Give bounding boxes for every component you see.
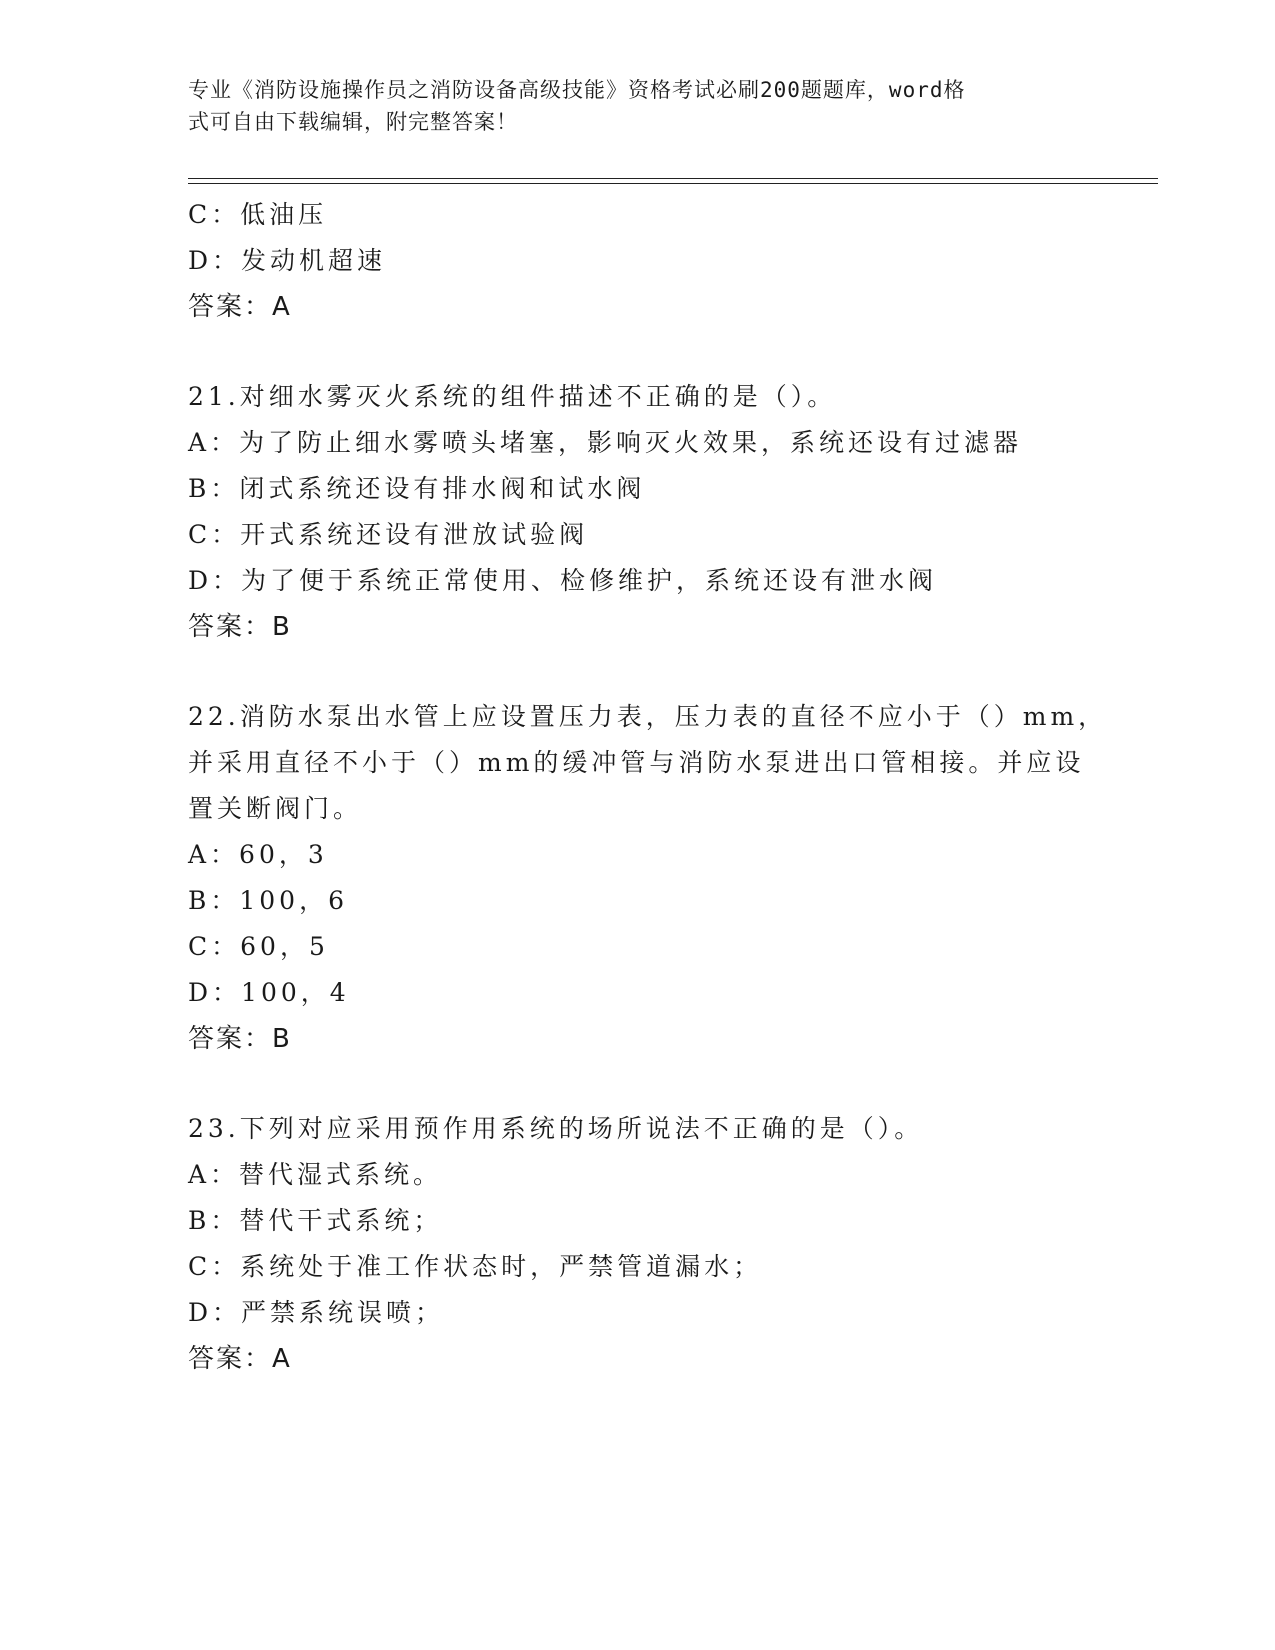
header-line-2: 式可自由下载编辑，附完整答案！: [188, 110, 518, 134]
option-c: C：60，5: [188, 932, 329, 961]
answer-label: 答案：B: [188, 612, 292, 642]
question-stem: 置关断阀门。: [188, 794, 363, 823]
option-b: B：闭式系统还设有排水阀和试水阀: [188, 474, 646, 503]
header-divider-bottom: [188, 183, 1158, 184]
option-c: C：低油压: [188, 200, 328, 229]
prev-question-block: [188, 192, 1088, 330]
answer-label: 答案：A: [188, 1344, 292, 1374]
option-d: D：严禁系统误喷；: [188, 1298, 445, 1327]
answer-label: 答案：A: [188, 292, 292, 322]
option-c: C：开式系统还设有泄放试验阀: [188, 520, 589, 549]
page-header: [188, 74, 1068, 138]
answer-label: 答案：B: [188, 1024, 292, 1054]
question-stem: 22.消防水泵出水管上应设置压力表，压力表的直径不应小于（）mm，: [188, 702, 1108, 731]
option-d: D：100，4: [188, 978, 350, 1007]
question-23: [188, 1106, 1088, 1382]
option-a: A：60，3: [188, 840, 328, 869]
option-d: D：为了便于系统正常使用、检修维护，系统还设有泄水阀: [188, 566, 938, 595]
option-b: B：100，6: [188, 886, 348, 915]
option-a: A：为了防止细水雾喷头堵塞，影响灭火效果，系统还设有过滤器: [188, 428, 1023, 457]
question-stem: 23.下列对应采用预作用系统的场所说法不正确的是（）。: [188, 1114, 924, 1143]
header-line-1: 专业《消防设施操作员之消防设备高级技能》资格考试必刷200题题库，word格: [188, 78, 966, 102]
option-c: C：系统处于准工作状态时，严禁管道漏水；: [188, 1252, 763, 1281]
question-stem: 21.对细水雾灭火系统的组件描述不正确的是（）。: [188, 382, 837, 411]
question-22: [188, 694, 1108, 1062]
document-body: [188, 192, 1108, 1382]
option-a: A：替代湿式系统。: [188, 1160, 443, 1189]
question-21: [188, 374, 1088, 650]
option-b: B：替代干式系统；: [188, 1206, 443, 1235]
header-divider-top: [188, 178, 1158, 179]
option-d: D：发动机超速: [188, 246, 387, 275]
question-stem: 并采用直径不小于（）mm的缓冲管与消防水泵进出口管相接。并应设: [188, 748, 1085, 777]
